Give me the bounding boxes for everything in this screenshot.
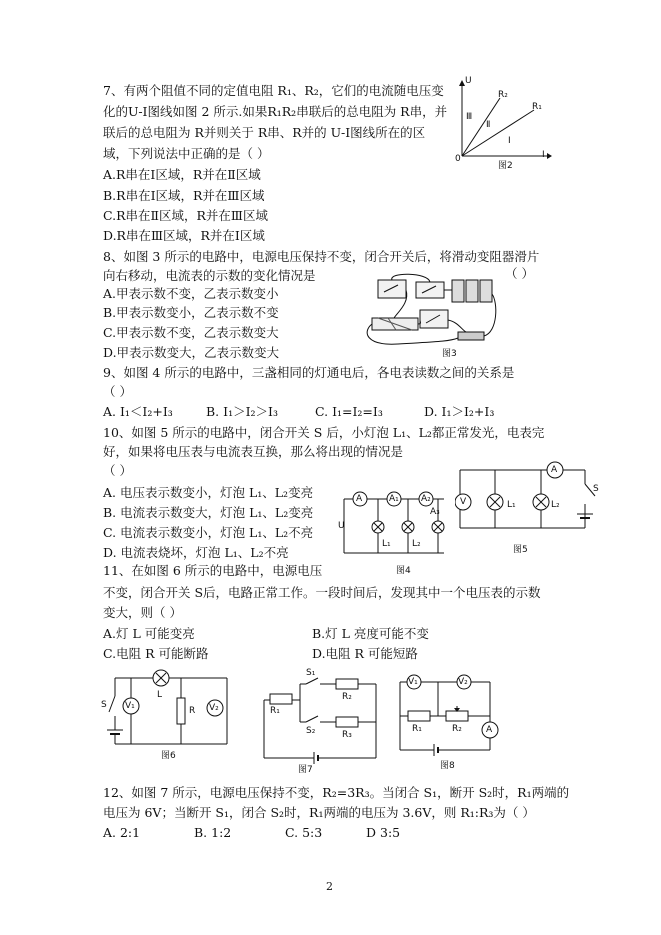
fig2-caption: 图2: [498, 161, 513, 171]
fig6-switch-label: S: [101, 700, 107, 710]
fig4-ammeter-3-label: A₃: [430, 507, 440, 517]
q11-stem-line1: 11、在如图 6 所示的电路中，电源电压: [103, 563, 323, 578]
q12-option-c: C. 5:3: [285, 825, 323, 840]
fig2-region-3: Ⅲ: [466, 112, 473, 122]
fig6-caption: 图6: [161, 751, 176, 761]
fig2-r2-label: R₂: [498, 90, 508, 100]
q10-stem-line1: 10、如图 5 所示的电路中，闭合开关 S 后，小灯泡 L₁、L₂都正常发光，电表完: [103, 425, 545, 440]
figure-8-circuit: [394, 668, 506, 770]
figure-6-circuit: [101, 668, 241, 768]
fig5-caption: 图5: [513, 545, 528, 555]
q7-option-b: B.R串在Ⅰ区域，R并在Ⅲ区域: [103, 188, 265, 203]
fig2-region-2: Ⅱ: [486, 120, 491, 130]
fig2-origin-label: 0: [455, 154, 461, 164]
fig7-switch-1-label: S₁: [306, 668, 316, 678]
q8-stem-line1: 8、如图 3 所示的电路中，电源电压保持不变，闭合开关后，将滑动变阻器滑片: [103, 249, 540, 264]
q8-answer-bracket: （ ）: [505, 266, 534, 281]
fig4-ammeter-label: A: [356, 494, 363, 504]
fig8-r1-label: R₁: [412, 724, 422, 734]
figure-3-physical-circuit: [358, 272, 503, 358]
fig4-lamp-1-label: L₁: [382, 539, 391, 549]
figure-4-circuit: [338, 485, 456, 577]
q7-stem-line3: 联后的总电阻为 R并则关于 R串、R并的 U-I图线所在的区: [103, 125, 426, 140]
q7-option-c: C.R串在Ⅱ区域，R并在Ⅲ区域: [103, 208, 268, 223]
q9-option-b: B. I₁＞I₂＞I₃: [206, 404, 278, 419]
fig2-i-label: I: [542, 150, 545, 160]
fig4-ammeter-2-label: A₂: [421, 494, 431, 504]
q11-option-a: A.灯 L 可能变亮: [103, 626, 195, 641]
q9-option-a: A. I₁＜I₂+I₃: [103, 404, 173, 419]
fig2-r1-label: R₁: [532, 102, 542, 112]
fig4-voltage-label: U: [338, 521, 345, 531]
fig4-caption: 图4: [396, 566, 411, 576]
fig6-voltmeter-1-label: V₁: [125, 701, 135, 711]
q8-option-b: B.甲表示数变小，乙表示数不变: [103, 305, 279, 320]
fig2-region-1: Ⅰ: [508, 136, 511, 146]
q11-stem-line2: 不变，闭合开关 S后，电路正常工作。一段时间后，发现其中一个电压表的示数: [103, 585, 541, 600]
q12-option-b: B. 1:2: [194, 825, 232, 840]
fig6-lamp-label: L: [157, 690, 163, 700]
fig5-lamp-2-label: L₂: [551, 500, 560, 510]
figure-7-circuit: [256, 670, 386, 775]
q8-option-c: C.甲表示数不变，乙表示数变大: [103, 325, 279, 340]
fig7-r1-label: R₁: [270, 706, 280, 716]
q7-option-d: D.R串在Ⅲ区域，R并在Ⅰ区域: [103, 228, 265, 243]
fig7-r3-label: R₃: [342, 730, 352, 740]
q8-stem-line2: 向右移动，电流表的示数的变化情况是: [103, 268, 316, 283]
q11-stem-line3: 变大，则（ ）: [103, 605, 182, 620]
fig5-ammeter-label: A: [551, 465, 558, 475]
fig4-lamp-2-label: L₂: [412, 539, 421, 549]
fig6-voltmeter-2-label: V₂: [209, 703, 219, 713]
fig2-u-label: U: [465, 76, 472, 86]
figure-2-ui-graph: [452, 78, 552, 170]
q9-option-d: D. I₁＞I₂+I₃: [424, 404, 495, 419]
fig8-ammeter-label: A: [486, 725, 493, 735]
q7-stem-line1: 7、有两个阻值不同的定值电阻 R₁、R₂，它们的电流随电压变: [103, 83, 444, 98]
fig7-caption: 图7: [298, 765, 313, 775]
q9-stem-line1: 9、如图 4 所示的电路中，三盏相同的灯通电后，各电表读数之间的关系是: [103, 365, 515, 380]
fig8-voltmeter-1-label: V₁: [408, 677, 418, 687]
q9-option-c: C. I₁=I₂=I₃: [315, 404, 383, 419]
q12-stem-line1: 12、如图 7 所示，电源电压保持不变，R₂=3R₃。当闭合 S₁，断开 S₂时，R₁两端的: [103, 785, 570, 800]
fig6-resistor-label: R: [189, 706, 196, 716]
q10-option-c: C. 电流表示数变小，灯泡 L₁、L₂不亮: [103, 525, 314, 540]
q7-stem-line4: 域，下列说法中正确的是（ ）: [103, 146, 270, 161]
q11-option-b: B.灯 L 亮度可能不变: [312, 626, 429, 641]
fig7-switch-2-label: S₂: [306, 726, 316, 736]
q12-option-d: D 3:5: [366, 825, 401, 840]
page-number: 2: [326, 880, 333, 893]
q10-option-d: D. 电流表烧坏，灯泡 L₁、L₂不亮: [103, 545, 289, 560]
fig5-voltmeter-label: V: [460, 497, 467, 507]
q10-option-b: B. 电流表示数变大，灯泡 L₁、L₂变亮: [103, 505, 314, 520]
q11-option-c: C.电阻 R 可能断路: [103, 646, 209, 661]
q9-stem-line2: （ ）: [103, 384, 132, 399]
q7-stem-line2: 化的U-I图线如图 2 所示.如果R₁R₂串联后的总电阻为 R串，并: [103, 104, 448, 119]
fig5-switch-label: S: [593, 484, 599, 494]
q8-option-d: D.甲表示数变大，乙表示数变大: [103, 345, 280, 360]
q8-option-a: A.甲表示数不变，乙表示数变小: [103, 286, 279, 301]
q10-stem-line3: （ ）: [103, 463, 132, 478]
fig5-lamp-1-label: L₁: [507, 500, 516, 510]
q11-option-d: D.电阻 R 可能短路: [312, 646, 418, 661]
fig7-r2-label: R₂: [342, 692, 352, 702]
figure-5-circuit: [455, 460, 605, 558]
fig4-ammeter-1-label: A₁: [389, 494, 399, 504]
q12-option-a: A. 2:1: [103, 825, 141, 840]
q12-stem-line2: 电压为 6V；当断开 S₁，闭合 S₂时，R₁两端的电压为 3.6V，则 R₁:R₃为（ ）: [103, 805, 535, 820]
fig8-voltmeter-2-label: V₂: [458, 677, 468, 687]
q7-option-a: A.R串在Ⅰ区域，R并在Ⅱ区域: [103, 167, 261, 182]
fig8-r2-label: R₂: [452, 724, 462, 734]
q10-option-a: A. 电压表示数变小，灯泡 L₁、L₂变亮: [103, 485, 314, 500]
fig8-caption: 图8: [440, 761, 455, 771]
fig3-caption: 图3: [442, 349, 457, 359]
q10-stem-line2: 好，如果将电压表与电流表互换，那么将出现的情况是: [103, 444, 404, 459]
